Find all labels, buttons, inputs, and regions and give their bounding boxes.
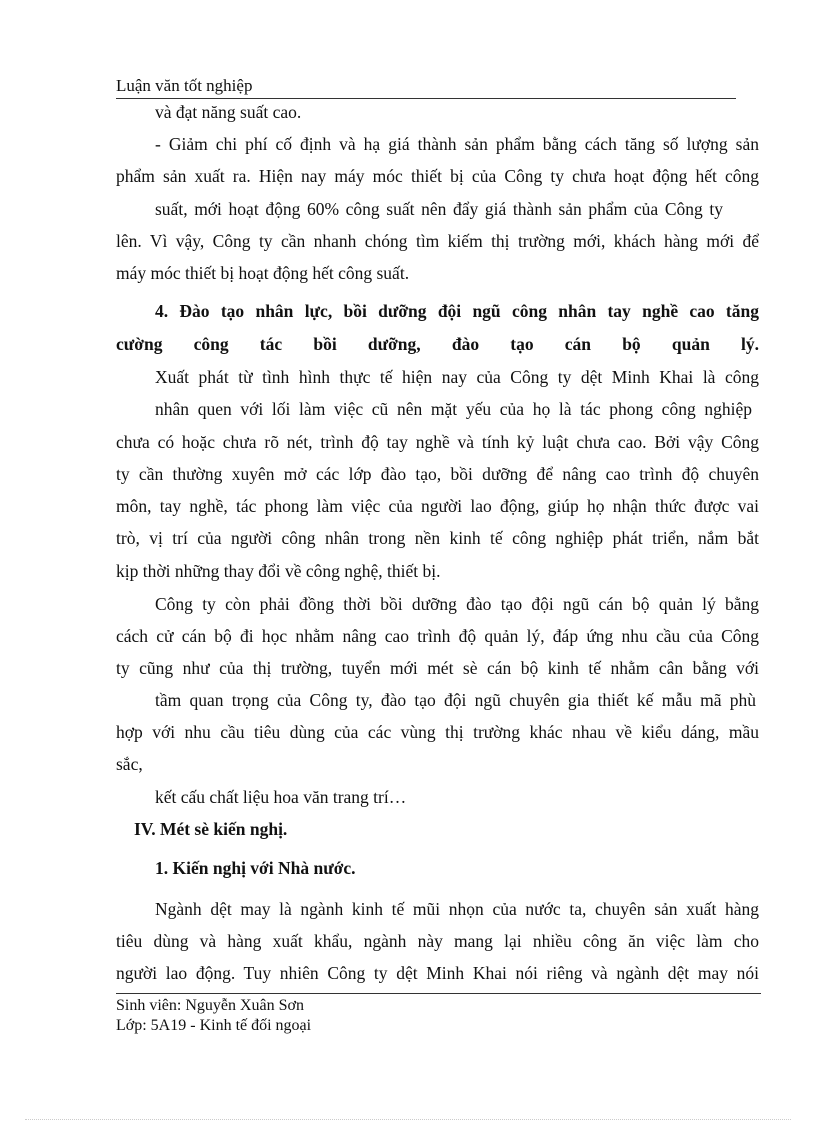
text-line: chưa có hoặc chưa rõ nét, trình độ tay nghề và tính kỷ luật chưa cao. Bởi vậy Công bbox=[116, 432, 759, 452]
section-heading: IV. Mét sè kiến nghị. bbox=[134, 819, 288, 839]
text-line: sắc, bbox=[116, 754, 143, 774]
text-line: kết cấu chất liệu hoa văn trang trí… bbox=[155, 787, 407, 807]
text-line: trò, vị trí của người công nhân trong nền kinh tế công nghiệp phát triển, nắm bắt bbox=[116, 528, 759, 548]
footer-divider bbox=[116, 993, 761, 994]
text-line: và đạt năng suất cao. bbox=[155, 102, 302, 122]
section-heading: cường công tác bồi dưỡng, đào tạo cán bộ quản lý. bbox=[116, 334, 759, 354]
text-line: môn, tay nghề, tác phong làm việc của người lao động, giúp họ nhận thức được vai bbox=[116, 496, 759, 516]
text-line: kịp thời những thay đổi về công nghệ, thiết bị. bbox=[116, 561, 441, 581]
text-line: - Giảm chi phí cố định và hạ giá thành sản phẩm bằng cách tăng số lượng sản bbox=[155, 134, 759, 154]
page-header-title: Luận văn tốt nghiệp bbox=[116, 76, 736, 99]
text-line: tiêu dùng và hàng xuất khẩu, ngành này mang lại nhiều công ăn việc làm cho bbox=[116, 931, 759, 951]
text-line: máy móc thiết bị hoạt động hết công suất. bbox=[116, 263, 410, 283]
text-line: ty cần thường xuyên mở các lớp đào tạo, bồi dưỡng để nâng cao trình độ chuyên bbox=[116, 464, 759, 484]
text-line: Ngành dệt may là ngành kinh tế mũi nhọn của nước ta, chuyên sản xuất hàng bbox=[155, 899, 759, 919]
page-edge-divider bbox=[25, 1119, 791, 1120]
text-line: phẩm sản xuất ra. Hiện nay máy móc thiết bị của Công ty chưa hoạt động hết công bbox=[116, 166, 759, 186]
text-line: lên. Vì vậy, Công ty cần nhanh chóng tìm kiếm thị trường mới, khách hàng mới để bbox=[116, 231, 759, 251]
text-line: suất, mới hoạt động 60% công suất nên đẩy giá thành sản phẩm của Công ty bbox=[155, 199, 723, 219]
text-line: Xuất phát từ tình hình thực tế hiện nay của Công ty dệt Minh Khai là công bbox=[155, 367, 759, 387]
footer-class: Lớp: 5A19 - Kinh tế đối ngoại bbox=[116, 1017, 312, 1034]
text-line: hợp với nhu cầu tiêu dùng của các vùng thị trường khác nhau về kiểu dáng, mầu bbox=[116, 722, 759, 742]
text-line: nhân quen với lối làm việc cũ nên mặt yếu của họ là tác phong công nghiệp bbox=[155, 399, 752, 419]
text-line: cách cử cán bộ đi học nhằm nâng cao trình độ quản lý, đáp ứng nhu cầu của Công bbox=[116, 626, 759, 646]
text-line: Công ty còn phải đồng thời bồi dưỡng đào tạo đội ngũ cán bộ quản lý bằng bbox=[155, 594, 759, 614]
footer-student: Sinh viên: Nguyễn Xuân Sơn bbox=[116, 997, 305, 1014]
section-heading: 4. Đào tạo nhân lực, bồi dưỡng đội ngũ công nhân tay nghề cao tăng bbox=[155, 301, 759, 321]
text-line: ty cũng như của thị trường, tuyển mới mét sè cán bộ kinh tế nhằm cân bằng với bbox=[116, 658, 759, 678]
text-line: tầm quan trọng của Công ty, đào tạo đội ngũ chuyên gia thiết kế mẫu mã phù bbox=[155, 690, 756, 710]
text-line: người lao động. Tuy nhiên Công ty dệt Minh Khai nói riêng và ngành dệt may nói bbox=[116, 963, 759, 983]
subsection-heading: 1. Kiến nghị với Nhà nước. bbox=[155, 858, 356, 878]
